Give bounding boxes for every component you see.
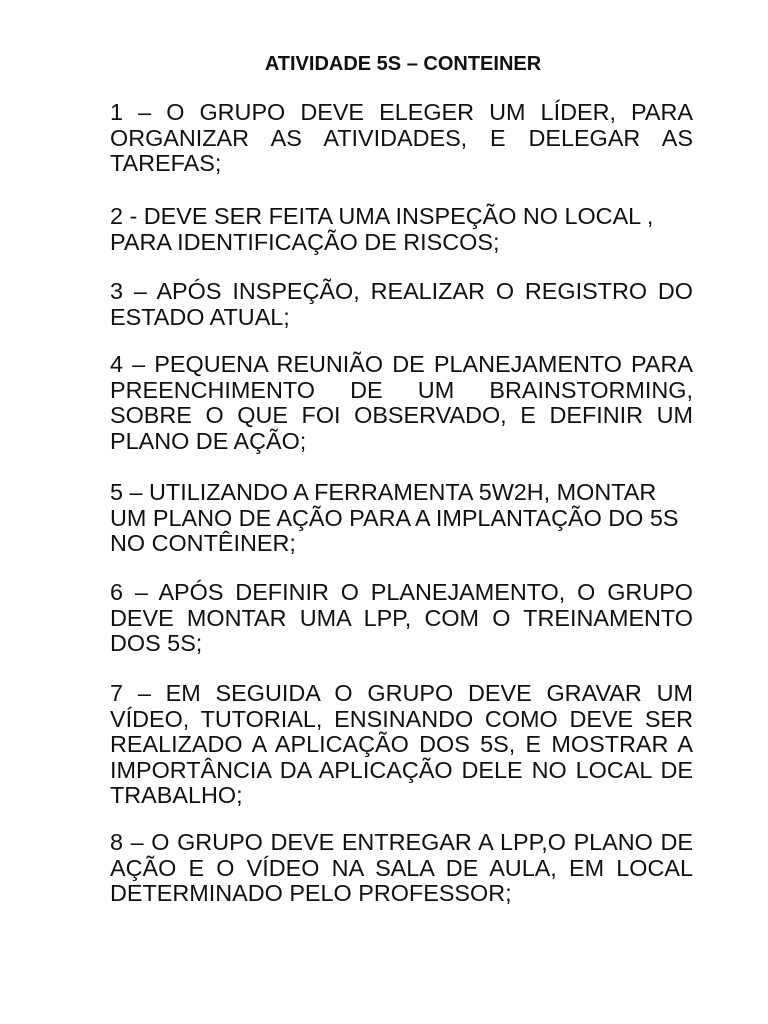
activity-item-8: 8 – O GRUPO DEVE ENTREGAR A LPP,O PLANO DE AÇÃO E O VÍDEO NA SALA DE AULA, EM LOCAL DETERMINADO PELO PROFESSOR; [110,829,693,906]
activity-item-7: 7 – EM SEGUIDA O GRUPO DEVE GRAVAR UM VÍDEO, TUTORIAL, ENSINANDO COMO DEVE SER REALIZADO A APLICAÇÃO DOS 5S, E MOSTRAR A IMPORTÂNCIA DA APLICAÇÃO DELE NO LOCAL DE TRABALHO; [110,680,693,808]
activity-item-2: 2 - DEVE SER FEITA UMA INSPEÇÃO NO LOCAL , PARA IDENTIFICAÇÃO DE RISCOS; [110,203,654,255]
activity-item-4: 4 – PEQUENA REUNIÃO DE PLANEJAMENTO PARA PREENCHIMENTO DE UM BRAINSTORMING, SOBRE O QUE FOI OBSERVADO, E DEFINIR UM PLANO DE AÇÃO; [110,351,693,454]
activity-item-5: 5 – UTILIZANDO A FERRAMENTA 5W2H, MONTAR UM PLANO DE AÇÃO PARA A IMPLANTAÇÃO DO 5S NO CONTÊINER; [110,479,679,556]
activity-item-6: 6 – APÓS DEFINIR O PLANEJAMENTO, O GRUPO DEVE MONTAR UMA LPP, COM O TREINAMENTO DOS 5S; [110,579,693,656]
activity-item-1: 1 – O GRUPO DEVE ELEGER UM LÍDER, PARA ORGANIZAR AS ATIVIDADES, E DELEGAR AS TAREFAS; [110,99,693,176]
document-title: ATIVIDADE 5S – CONTEINER [264,53,542,75]
activity-item-3: 3 – APÓS INSPEÇÃO, REALIZAR O REGISTRO DO ESTADO ATUAL; [110,278,693,330]
